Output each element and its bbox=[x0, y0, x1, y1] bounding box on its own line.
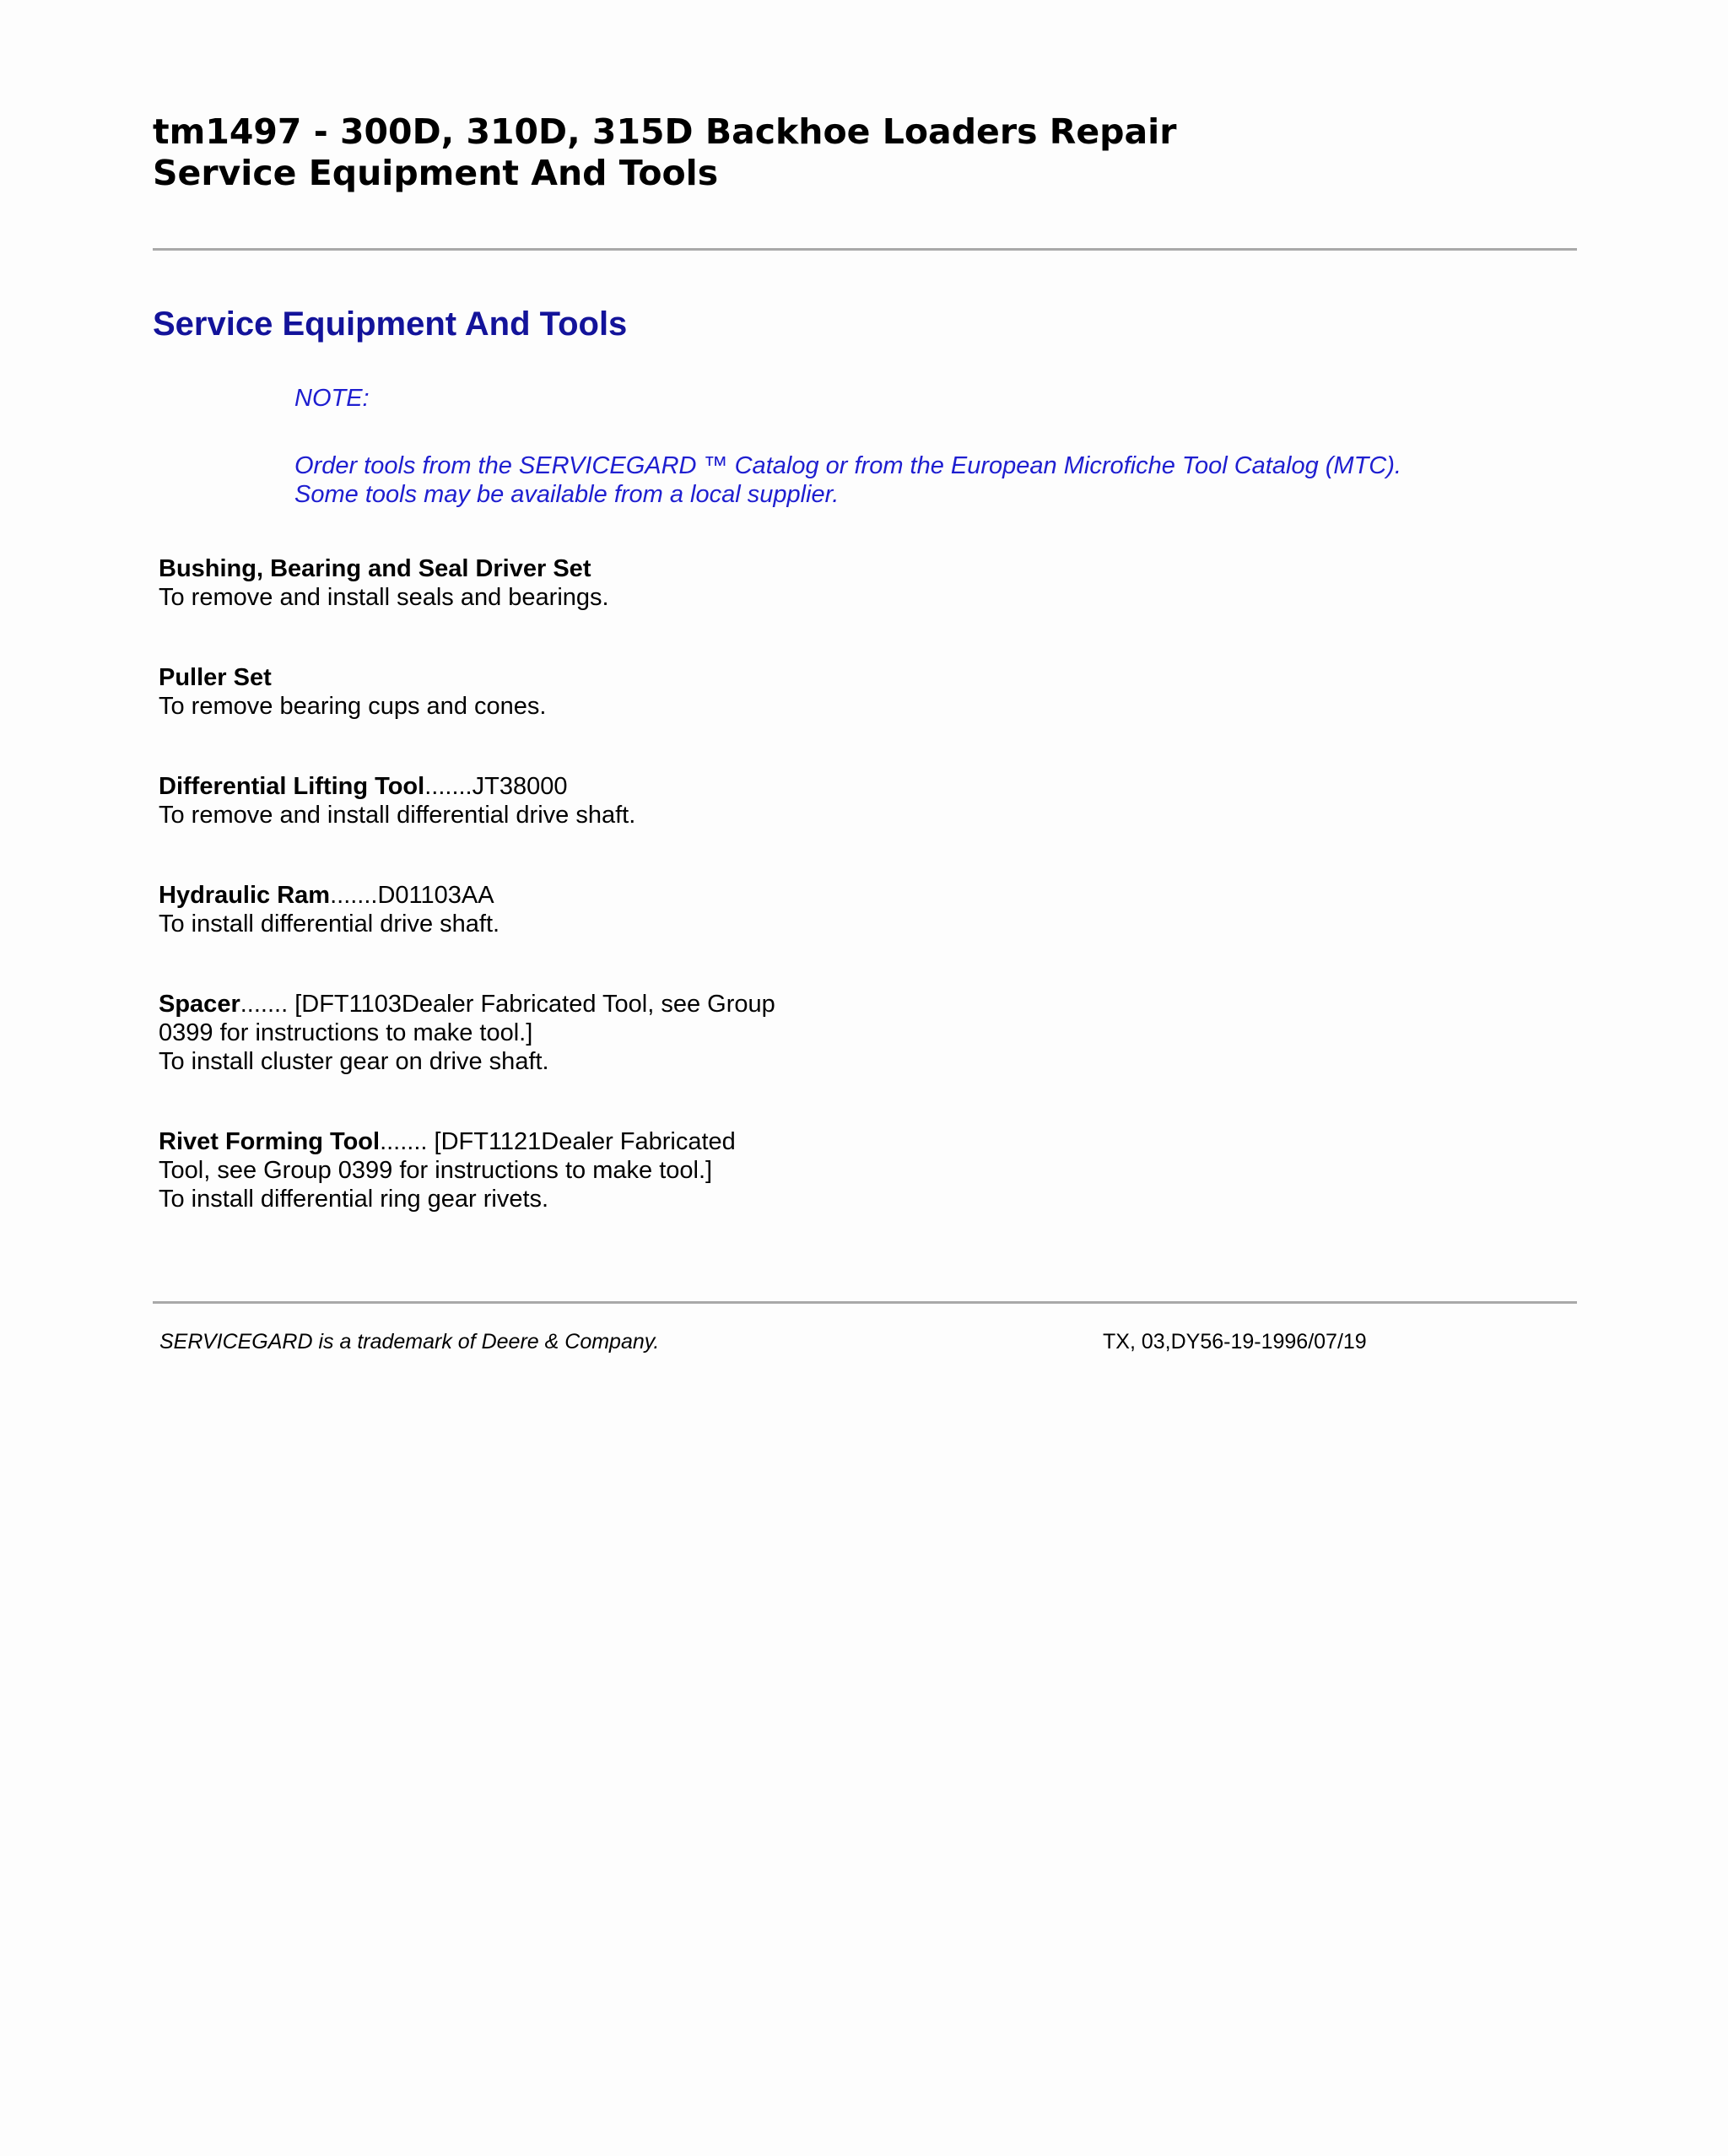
manual-title: tm1497 - 300D, 310D, 315D Backhoe Loaders Repair bbox=[153, 111, 1177, 152]
tool-name: Differential Lifting Tool bbox=[159, 773, 425, 800]
tool-name: Puller Set bbox=[159, 664, 272, 691]
tool-description: To remove and install seals and bearings. bbox=[159, 584, 609, 611]
tool-description: To remove bearing cups and cones. bbox=[159, 693, 547, 720]
tool-heading bbox=[159, 554, 918, 583]
tool-item-puller-set bbox=[159, 663, 918, 721]
tool-name: Hydraulic Ram bbox=[159, 882, 331, 909]
document-header bbox=[153, 111, 1579, 194]
trademark-notice: SERVICEGARD is a trademark of Deere & Company. bbox=[159, 1330, 660, 1354]
tool-description: 0399 for instructions to make tool.] bbox=[159, 1019, 533, 1046]
tool-description: To install differential drive shaft. bbox=[159, 910, 500, 938]
section-title: Service Equipment And Tools bbox=[153, 305, 628, 343]
note-block bbox=[294, 384, 1560, 509]
tool-description: Tool, see Group 0399 for instructions to make tool.] bbox=[159, 1157, 713, 1184]
tool-part-number: ....... [DFT1103Dealer Fabricated Tool, see Group bbox=[240, 991, 775, 1018]
tool-heading bbox=[159, 1127, 918, 1156]
tool-item-differential-lifting-tool bbox=[159, 772, 918, 829]
footer-divider bbox=[153, 1301, 1577, 1304]
note-label: NOTE: bbox=[294, 385, 370, 412]
tool-name: Rivet Forming Tool bbox=[159, 1128, 381, 1155]
tool-item-spacer bbox=[159, 990, 918, 1076]
tool-name: Spacer bbox=[159, 991, 240, 1018]
document-reference: TX, 03,DY56-19-1996/07/19 bbox=[1103, 1330, 1367, 1354]
tool-description: To remove and install differential drive shaft. bbox=[159, 802, 636, 829]
tool-heading bbox=[159, 772, 918, 801]
header-divider bbox=[153, 248, 1577, 251]
tool-name: Bushing, Bearing and Seal Driver Set bbox=[159, 555, 591, 582]
tool-heading bbox=[159, 990, 918, 1019]
tool-description: To install cluster gear on drive shaft. bbox=[159, 1048, 549, 1075]
page-title: Service Equipment And Tools bbox=[153, 153, 719, 193]
note-text bbox=[294, 451, 1560, 509]
tool-heading bbox=[159, 881, 918, 910]
tool-part-number: .......JT38000 bbox=[424, 773, 568, 800]
tool-heading bbox=[159, 663, 918, 692]
note-line: Some tools may be available from a local supplier. bbox=[294, 481, 840, 508]
tool-item-hydraulic-ram bbox=[159, 881, 918, 938]
note-line: Order tools from the SERVICEGARD ™ Catalog or from the European Microfiche Tool Catalog (MTC). bbox=[294, 452, 1401, 479]
tool-item-rivet-forming-tool bbox=[159, 1127, 918, 1213]
tool-item-driver-set bbox=[159, 554, 918, 612]
tool-part-number: ....... [DFT1121Dealer Fabricated bbox=[380, 1128, 736, 1155]
tool-description: To install differential ring gear rivets. bbox=[159, 1186, 549, 1213]
tool-part-number: .......D01103AA bbox=[330, 882, 494, 909]
